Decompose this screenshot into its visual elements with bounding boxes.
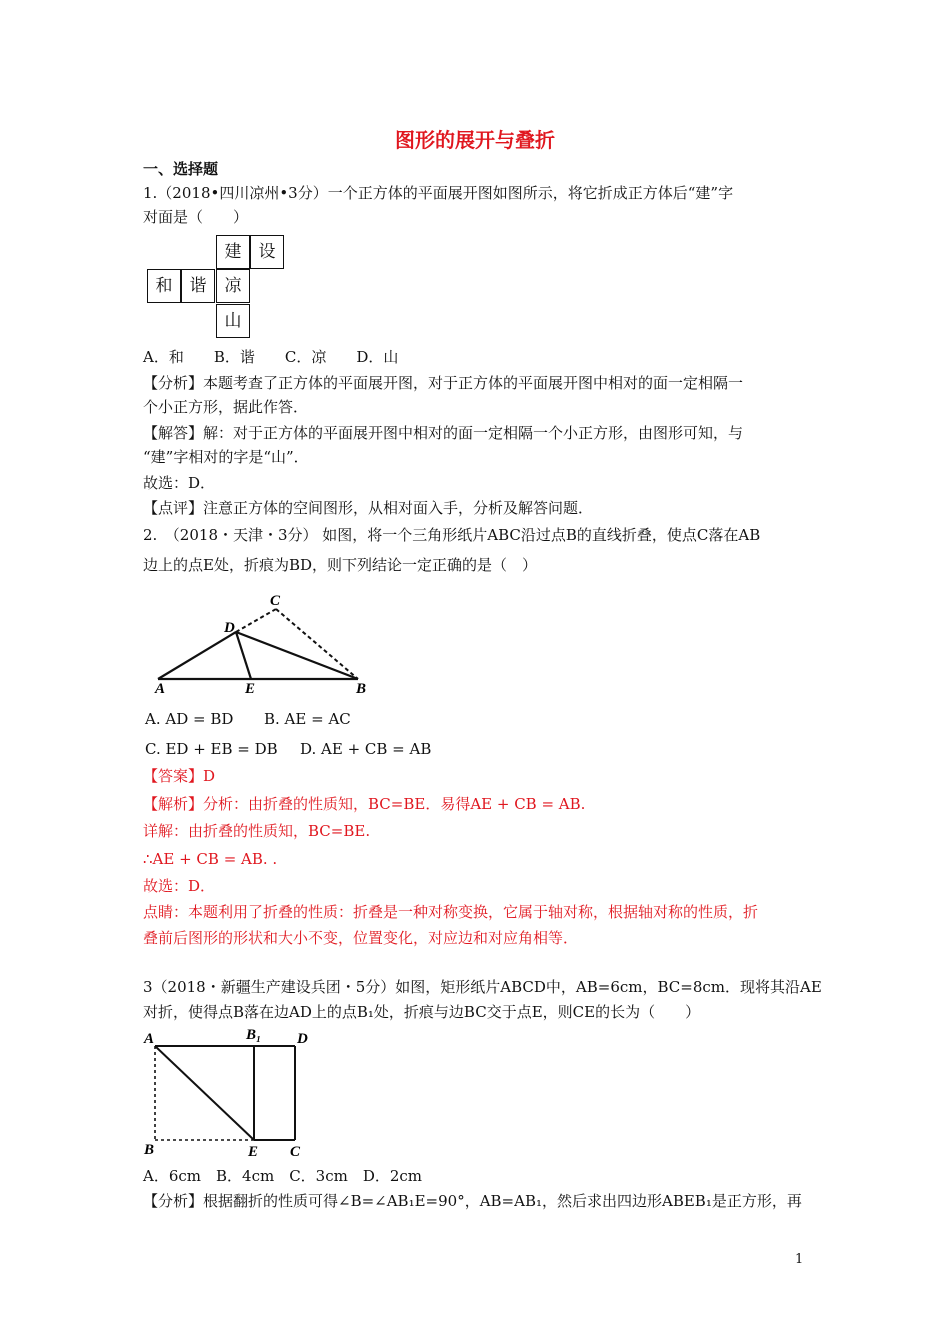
page-number: 1 bbox=[795, 1252, 804, 1267]
side-ad bbox=[158, 632, 236, 679]
net-cell-shan: 山 bbox=[216, 304, 250, 338]
q2-option-c: C. ED + EB = DB bbox=[145, 740, 278, 758]
q1-choice: 故选：D． bbox=[143, 474, 216, 492]
q1-analysis-line1: 【分析】本题考查了正方体的平面展开图，对于正方体的平面展开图中相对的面一定相隔一 bbox=[143, 374, 744, 392]
label-b: B bbox=[356, 681, 367, 697]
page-title: 图形的展开与叠折 bbox=[395, 128, 555, 152]
q2-therefore: ∴AE + CB = AB. . bbox=[143, 850, 278, 868]
label-d: D bbox=[224, 620, 235, 636]
q3-analysis: 【分析】根据翻折的性质可得∠B=∠AB₁E=90°，AB=AB₁，然后求出四边形ABEB₁是正方形，再 bbox=[143, 1192, 802, 1210]
fold-line-bd bbox=[236, 632, 358, 679]
label-b: B bbox=[144, 1142, 155, 1158]
q3-stem-line2: 对折，使得点B落在边AD上的点B₁处，折痕与边BC交于点E，则CE的长为（ ） bbox=[143, 1003, 701, 1021]
segment-de bbox=[236, 632, 251, 679]
q2-option-a: A. AD = BD bbox=[145, 710, 234, 728]
net-cell-jian: 建 bbox=[216, 235, 250, 269]
q1-answer-line1: 【解答】解：对于正方体的平面展开图中相对的面一定相隔一个小正方形，由图形可知，与 bbox=[143, 424, 744, 442]
label-d: D bbox=[297, 1031, 308, 1047]
q3-stem-line1: 3（2018・新疆生产建设兵团・5分）如图，矩形纸片ABCD中，AB=6cm，BC=8cm．现将其沿AE bbox=[143, 978, 822, 996]
q2-option-b: B. AE = AC bbox=[264, 710, 351, 728]
label-c: C bbox=[290, 1144, 301, 1160]
label-e: E bbox=[248, 1144, 259, 1160]
label-c: C bbox=[270, 593, 281, 609]
label-a: A bbox=[144, 1031, 155, 1047]
dashed-dc bbox=[236, 609, 276, 632]
fold-line-ae bbox=[155, 1046, 254, 1140]
rectangle-fold-figure bbox=[140, 1024, 320, 1160]
q2-answer: 【答案】D bbox=[143, 767, 216, 785]
net-cell-xie: 谐 bbox=[181, 269, 215, 303]
section-heading: 一、选择题 bbox=[143, 160, 219, 178]
q1-analysis-line2: 个小正方形，据此作答． bbox=[143, 398, 309, 416]
q2-choice: 故选：D． bbox=[143, 877, 216, 895]
dashed-cb bbox=[276, 609, 358, 679]
q1-answer-line2: “建”字相对的字是“山”． bbox=[143, 448, 309, 466]
q3-options: A．6cm B．4cm C．3cm D．2cm bbox=[143, 1167, 423, 1185]
q2-comment-line2: 叠前后图形的形状和大小不变，位置变化，对应边和对应角相等． bbox=[143, 929, 579, 947]
net-cell-he: 和 bbox=[147, 269, 181, 303]
net-cell-she: 设 bbox=[250, 235, 284, 269]
q2-stem-line2: 边上的点E处，折痕为BD，则下列结论一定正确的是（ ） bbox=[143, 556, 538, 574]
net-cell-liang: 凉 bbox=[216, 269, 250, 303]
q1-options: A．和 B．谐 C．凉 D．山 bbox=[143, 348, 399, 366]
q2-detail: 详解：由折叠的性质知，BC=BE. bbox=[143, 822, 371, 840]
label-e: E bbox=[245, 681, 256, 697]
q1-comment: 【点评】注意正方体的空间图形，从相对面入手，分析及解答问题． bbox=[143, 499, 594, 517]
label-a: A bbox=[155, 681, 166, 697]
triangle-fold-figure bbox=[140, 585, 390, 697]
label-b1: B₁ bbox=[246, 1027, 262, 1043]
q1-stem-line1: 1.（2018•四川凉州•3分）一个正方体的平面展开图如图所示，将它折成正方体后“建”字 bbox=[143, 184, 734, 202]
q2-analysis: 【解析】分析：由折叠的性质知，BC=BE．易得AE + CB = AB. bbox=[143, 795, 586, 813]
q2-option-d: D. AE + CB = AB bbox=[300, 740, 432, 758]
q2-comment-line1: 点睛：本题利用了折叠的性质：折叠是一种对称变换，它属于轴对称，根据轴对称的性质，折 bbox=[143, 903, 759, 921]
q2-stem-line1: 2. （2018・天津・3分） 如图，将一个三角形纸片ABC沿过点B的直线折叠，使点C落在AB bbox=[143, 526, 761, 544]
q1-stem-line2: 对面是（ ） bbox=[143, 208, 249, 226]
